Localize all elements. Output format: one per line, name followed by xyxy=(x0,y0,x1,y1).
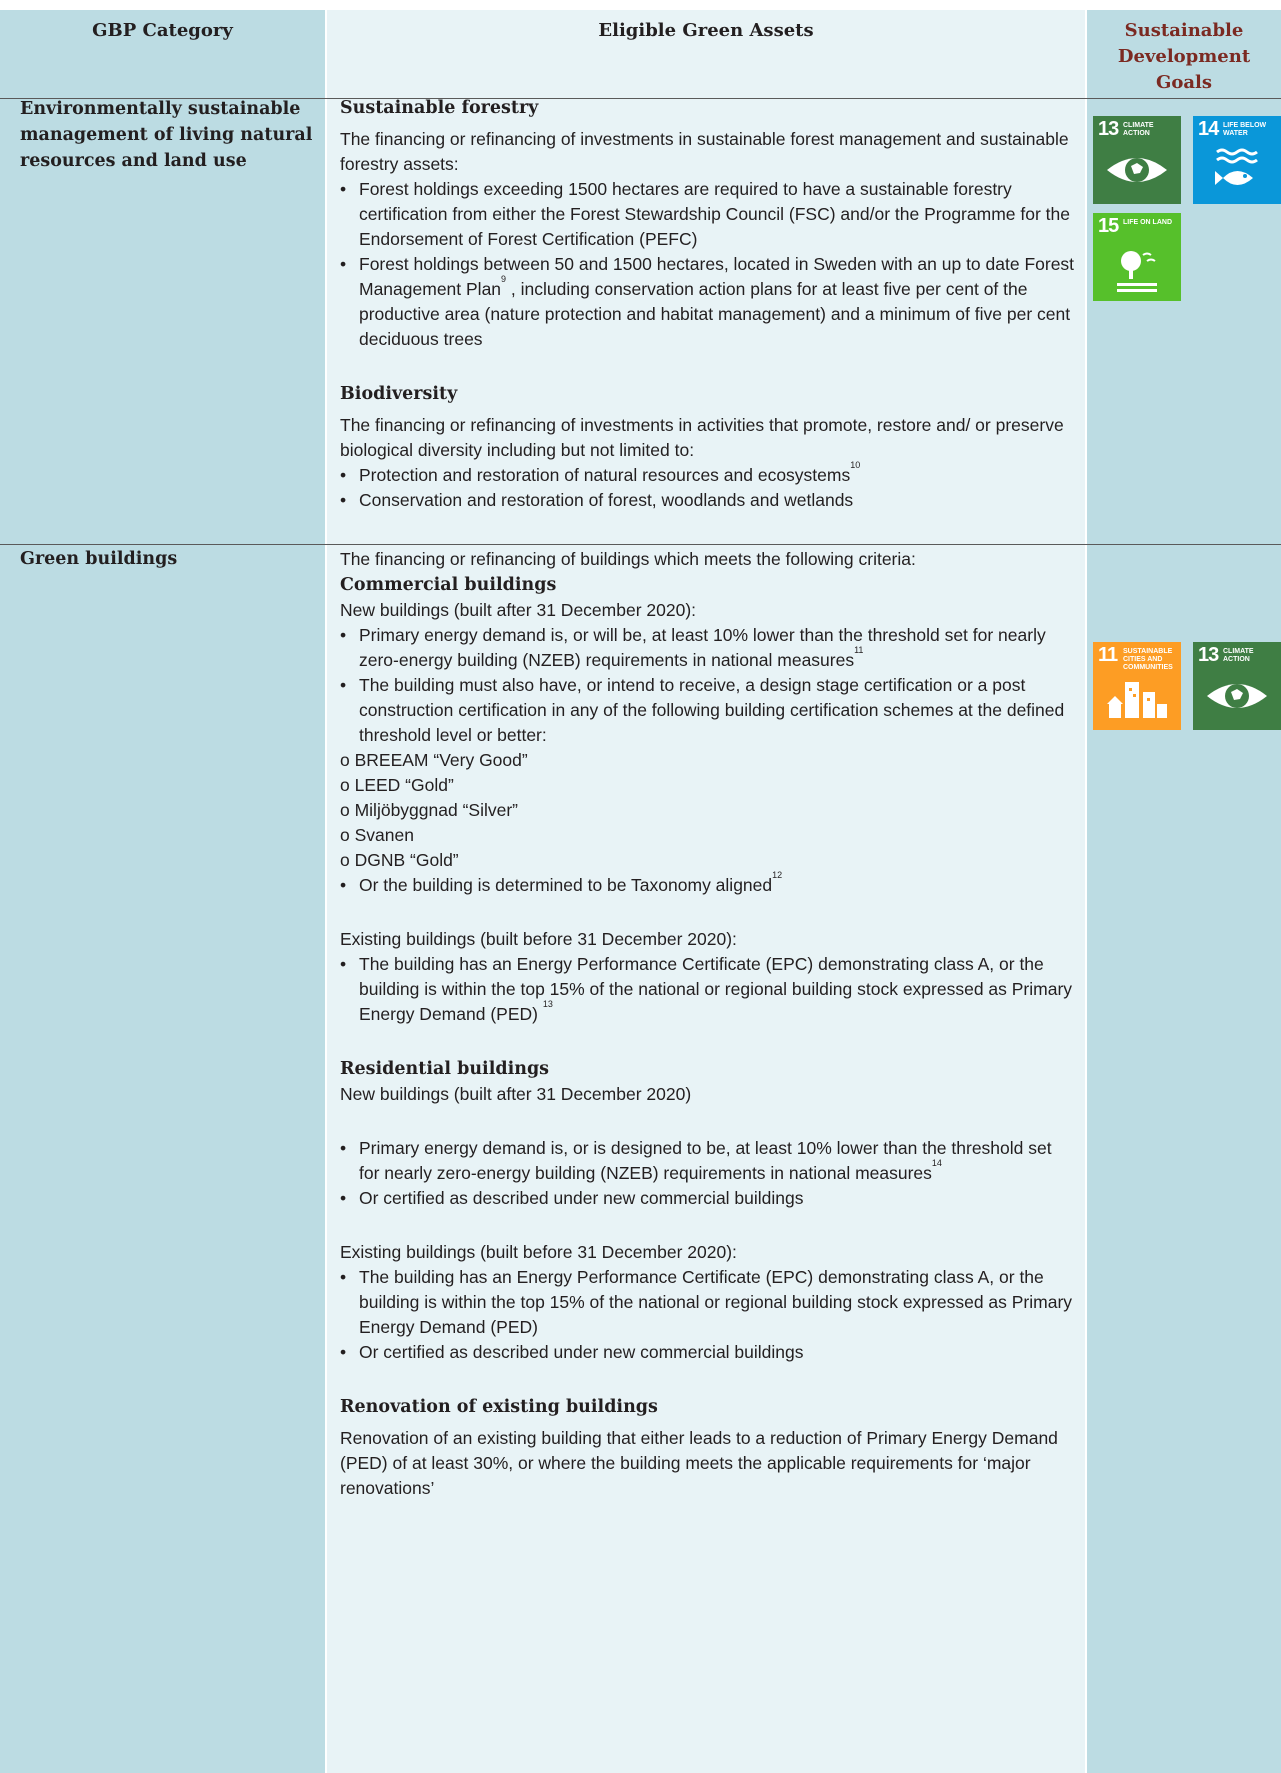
commercial-new-label: New buildings (built after 31 December 2020): xyxy=(340,600,697,620)
scheme-item: o DGNB “Gold” xyxy=(340,850,459,870)
sdg-13-climate-action-icon: 13 CLIMATE ACTION xyxy=(1193,642,1281,730)
header-sdg: Sustainable Development Goals xyxy=(1117,20,1251,93)
sdg-13-climate-action-icon: 13 CLIMATE ACTION xyxy=(1093,116,1181,204)
sdg-11-sustainable-cities-icon: 11 SUSTAINABLE CITIES AND COMMUNITIES xyxy=(1093,642,1181,730)
residential-new-label: New buildings (built after 31 December 2020) xyxy=(340,1084,692,1104)
forestry-bullet-1: • Forest holdings exceeding 1500 hectares are required to have a sustainable forestry certification from either the Forest Stewardship Council (FSC) and/or the Programme for the Endorsement of Forest Certification (PEFC) xyxy=(340,177,1075,252)
green-buildings-assets xyxy=(340,547,1075,1501)
renovation-heading: Renovation of existing buildings xyxy=(340,1397,658,1417)
renovation-text: Renovation of an existing building that either leads to a reduction of Primary Energy Demand (PED) of at least 30%, or where the building meets the applicable requirements for ‘major renovations’ xyxy=(340,1428,1058,1498)
residential-bullet-1: • Primary energy demand is, or is designed to be, at least 10% lower than the threshold set for nearly zero-energy building (NZEB) requirements in national measures$^{14}$ xyxy=(340,1136,1075,1186)
residential-existing-label: Existing buildings (built before 31 December 2020): xyxy=(340,1242,737,1262)
commercial-bullet-1: • Primary energy demand is, or will be, at least 10% lower than the threshold set for nearly zero-energy building (NZEB) requirements in national measures$^{11}$ xyxy=(340,623,1075,673)
biodiversity-bullet-2: • Conservation and restoration of forest, woodlands and wetlands xyxy=(340,488,1075,513)
category-column xyxy=(0,10,325,1773)
category-natural-resources: Environmentally sustainable management of living natural resources and land use xyxy=(20,99,313,171)
header-gbp-category: GBP Category xyxy=(92,20,233,41)
natural-resources-assets xyxy=(340,95,1075,513)
forestry-bullet-2: • Forest holdings between 50 and 1500 hectares, located in Sweden with an up to date Forest Management Plan$^9$ , including conservation action plans for at least five per cent of the productive area (nature protection and habitat management) and a minimum of five per cent deciduous trees xyxy=(340,252,1075,352)
sdg-15-life-on-land-icon: 15 LIFE ON LAND xyxy=(1093,213,1181,301)
forestry-heading: Sustainable forestry xyxy=(340,98,539,118)
residential-heading: Residential buildings xyxy=(340,1059,550,1079)
scheme-item: o LEED “Gold” xyxy=(340,775,454,795)
row-divider xyxy=(0,544,1281,545)
biodiversity-heading: Biodiversity xyxy=(340,384,458,404)
scheme-item: o BREEAM “Very Good” xyxy=(340,750,528,770)
commercial-bullet-4: • The building has an Energy Performance Certificate (EPC) demonstrating class A, or the building is within the top 15% of the national or regional building stock expressed as Primary Energy Demand (PED) $^{13}$ xyxy=(340,952,1075,1027)
green-assets-table xyxy=(0,10,1281,1773)
forestry-intro: The financing or refinancing of investments in sustainable forest management and sustainable forestry assets: xyxy=(340,129,1069,174)
residential-bullet-3: • The building has an Energy Performance Certificate (EPC) demonstrating class A, or the building is within the top 15% of the national or regional building stock expressed as Primary Energy Demand (PED) xyxy=(340,1265,1075,1340)
biodiversity-intro: The financing or refinancing of investments in activities that promote, restore and/ or preserve biological diversity including but not limited to: xyxy=(340,415,1064,460)
commercial-existing-label: Existing buildings (built before 31 December 2020): xyxy=(340,929,737,949)
biodiversity-bullet-1: • Protection and restoration of natural resources and ecosystems$^{10}$ xyxy=(340,463,1075,488)
scheme-item: o Miljöbyggnad “Silver” xyxy=(340,800,518,820)
header-eligible-assets: Eligible Green Assets xyxy=(598,20,814,41)
scheme-item: o Svanen xyxy=(340,825,414,845)
commercial-bullet-3: • Or the building is determined to be Taxonomy aligned$^{12}$ xyxy=(340,873,1075,898)
sdg-14-life-below-water-icon: 14 LIFE BELOW WATER xyxy=(1193,116,1281,204)
category-green-buildings: Green buildings xyxy=(20,549,178,569)
buildings-intro: The financing or refinancing of buildings which meets the following criteria: xyxy=(340,549,916,569)
commercial-bullet-2: • The building must also have, or intend to receive, a design stage certification or a post construction certification in any of the following building certification schemes at the defined threshold level or better: xyxy=(340,673,1075,748)
residential-bullet-2: • Or certified as described under new commercial buildings xyxy=(340,1186,1075,1211)
residential-bullet-4: • Or certified as described under new commercial buildings xyxy=(340,1340,1075,1365)
commercial-heading: Commercial buildings xyxy=(340,575,557,595)
